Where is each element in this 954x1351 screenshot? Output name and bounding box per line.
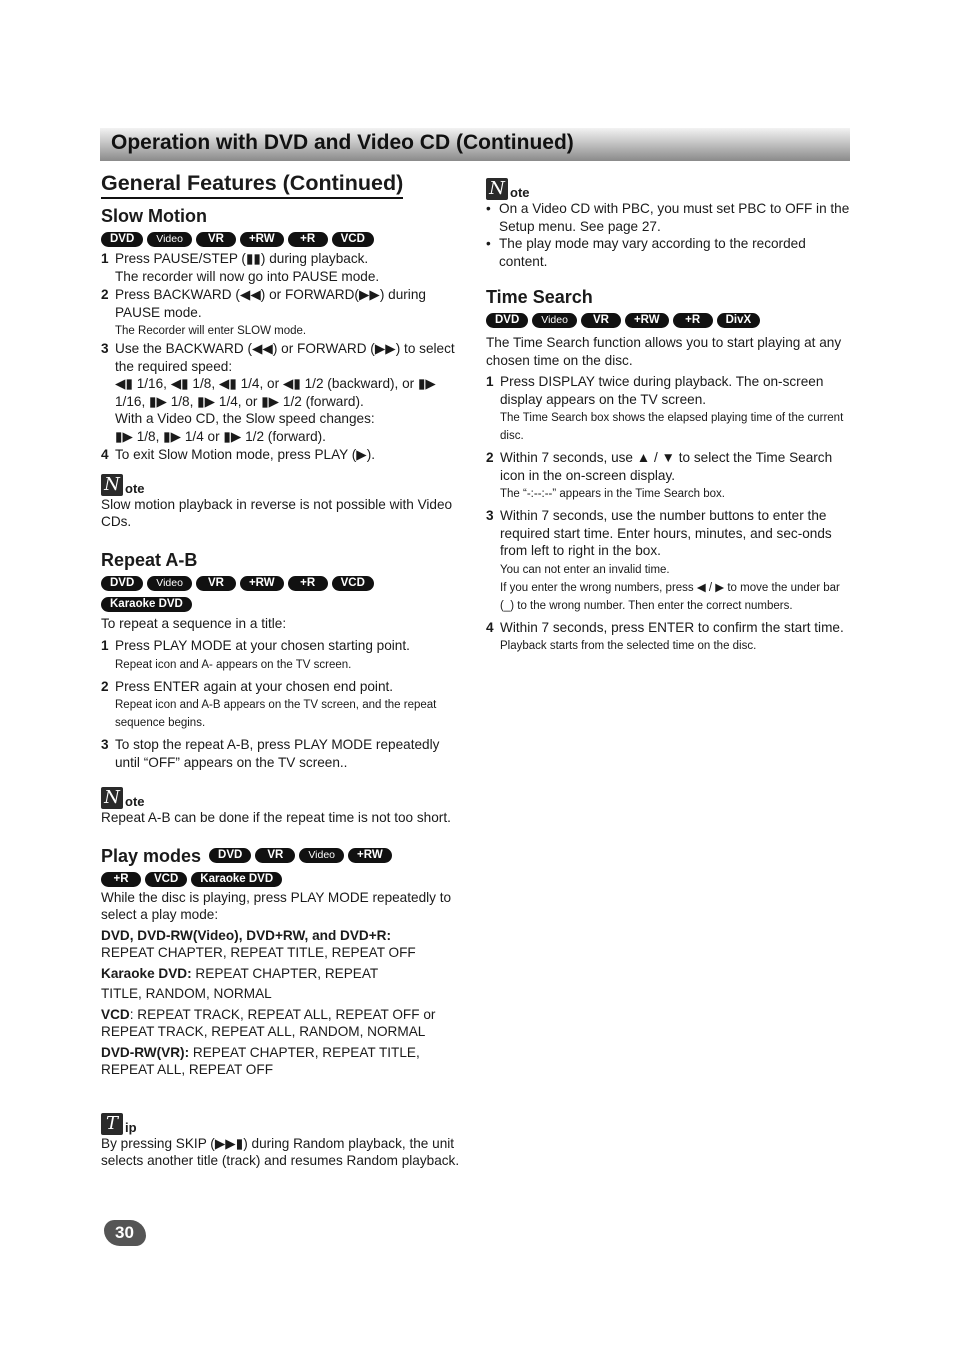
badge-karaoke-dvd: Karaoke DVD bbox=[101, 597, 192, 612]
repeat-step-3: 3 To stop the repeat A-B, press PLAY MODE repeatedly until “OFF” appears on the TV screen.. bbox=[101, 737, 440, 770]
note-bullet: • On a Video CD with PBC, you must set PBC to OFF in the Setup menu. See page 27. bbox=[486, 201, 850, 234]
note-icon: N bbox=[101, 474, 123, 496]
note-text: Repeat A-B can be done if the repeat time is not too short. bbox=[101, 810, 451, 826]
note-icon: N bbox=[101, 787, 123, 809]
badge-dvd: DVD bbox=[101, 232, 143, 247]
badge-vcd: VCD bbox=[332, 576, 374, 591]
time-step-3: 3 Within 7 seconds, use the number buttons to enter the required start time. Enter hours, minutes, and sec-onds from left to right in the box. You can not enter an invalid time. If you enter the wrong numbers, press ◀ / ▶ to move the under bar (_) to the wrong number. Then enter the correct numbers. bbox=[486, 508, 840, 612]
badge-vr: VR bbox=[255, 848, 295, 863]
mode-vcd: VCD: REPEAT TRACK, REPEAT ALL, REPEAT OFF or REPEAT TRACK, REPEAT ALL, RANDOM, NORMAL bbox=[101, 1006, 436, 1040]
badge-plus-rw: +RW bbox=[348, 848, 392, 863]
badge-plus-r: +R bbox=[288, 232, 328, 247]
repeat-ab-badges bbox=[101, 574, 465, 612]
left-column bbox=[101, 170, 465, 1170]
badge-vr: VR bbox=[581, 313, 621, 328]
note-heading: N ote bbox=[101, 787, 465, 809]
badge-plus-rw: +RW bbox=[625, 313, 669, 328]
repeat-step-1: 1 Press PLAY MODE at your chosen starting point. Repeat icon and A- appears on the TV screen. bbox=[101, 638, 410, 671]
page-number-badge bbox=[104, 1220, 146, 1246]
page-number: 30 bbox=[115, 1223, 134, 1242]
badge-video: Video bbox=[532, 313, 577, 328]
slow-step-3: 3 Use the BACKWARD (◀◀) or FORWARD (▶▶) to select the required speed: ◀▮ 1/16, ◀▮ 1/8, ◀▮ 1/4, or ◀▮ 1/2 (backward), or ▮▶ 1/16, ▮▶ 1/8, ▮▶ 1/4, or ▮▶ 1/2 (forward). With a Video CD, the Slow speed changes: ▮▶ 1/8, ▮▶ 1/4 or ▮▶ 1/2 (forward). bbox=[101, 341, 455, 444]
badge-video: Video bbox=[299, 848, 344, 863]
note-bullet: • The play mode may vary according to the recorded content. bbox=[486, 236, 806, 269]
tip-icon: T bbox=[101, 1113, 123, 1135]
slow-motion-badges bbox=[101, 230, 465, 249]
time-search-intro: The Time Search function allows you to start playing at any chosen time on the disc. bbox=[486, 335, 842, 368]
badge-vcd: VCD bbox=[332, 232, 374, 247]
play-modes-intro: While the disc is playing, press PLAY MODE repeatedly to select a play mode: bbox=[101, 889, 452, 923]
note-heading: N ote bbox=[101, 474, 465, 496]
badge-plus-r: +R bbox=[673, 313, 713, 328]
play-modes-title: Play modes bbox=[101, 845, 202, 866]
mode-dvd-rw-vr: DVD-RW(VR): REPEAT CHAPTER, REPEAT TITLE, REPEAT ALL, REPEAT OFF bbox=[101, 1044, 420, 1078]
tip-text: By pressing SKIP (▶▶▮) during Random playback, the unit selects another title (track) and resumes Random playback. bbox=[101, 1135, 460, 1169]
play-modes-badges bbox=[101, 870, 465, 889]
tip-heading: T ip bbox=[101, 1113, 465, 1135]
slow-motion-title: Slow Motion bbox=[101, 206, 207, 226]
badge-plus-r: +R bbox=[101, 872, 141, 887]
badge-video: Video bbox=[147, 232, 192, 247]
right-column bbox=[486, 178, 850, 654]
time-step-4: 4 Within 7 seconds, press ENTER to confirm the start time. Playback starts from the selected time on the disc. bbox=[486, 619, 844, 652]
repeat-intro: To repeat a sequence in a title: bbox=[101, 615, 287, 631]
time-search-title: Time Search bbox=[486, 287, 593, 307]
badge-dvd: DVD bbox=[486, 313, 528, 328]
badge-video: Video bbox=[147, 576, 192, 591]
note-icon: N bbox=[486, 178, 508, 200]
repeat-ab-title: Repeat A-B bbox=[101, 549, 198, 570]
play-modes-list bbox=[101, 889, 465, 1079]
badge-vr: VR bbox=[196, 576, 236, 591]
badge-vr: VR bbox=[196, 232, 236, 247]
header-banner bbox=[100, 128, 850, 161]
badge-plus-rw: +RW bbox=[240, 232, 284, 247]
badge-dvd: DVD bbox=[101, 576, 143, 591]
slow-step-4: 4 To exit Slow Motion mode, press PLAY (▶). bbox=[101, 447, 376, 462]
badge-plus-rw: +RW bbox=[240, 576, 284, 591]
badge-karaoke-dvd: Karaoke DVD bbox=[191, 872, 282, 887]
note-heading: N ote bbox=[486, 178, 850, 200]
play-modes-heading bbox=[101, 845, 465, 867]
time-step-2: 2 Within 7 seconds, use ▲ / ▼ to select the Time Search icon in the on-screen display. The “-:--:--” appears in the Time Search box. bbox=[486, 450, 833, 500]
mode-karaoke: Karaoke DVD: REPEAT CHAPTER, REPEAT bbox=[101, 965, 379, 981]
badge-vcd: VCD bbox=[145, 872, 187, 887]
slow-step-2: 2 Press BACKWARD (◀◀) or FORWARD(▶▶) during PAUSE mode. The Recorder will enter SLOW mode. bbox=[101, 287, 426, 337]
mode-dvd: DVD, DVD-RW(Video), DVD+RW, and DVD+R: REPEAT CHAPTER, REPEAT TITLE, REPEAT OFF bbox=[101, 927, 416, 961]
slow-step-1: 1 Press PAUSE/STEP (▮▮) during playback. The recorder will now go into PAUSE mode. bbox=[101, 251, 380, 284]
badge-divx: DivX bbox=[717, 313, 761, 328]
mode-karaoke-line2: TITLE, RANDOM, NORMAL bbox=[101, 986, 272, 1002]
time-search-badges bbox=[486, 311, 850, 330]
time-step-1: 1 Press DISPLAY twice during playback. The on-screen display appears on the TV screen. The Time Search box shows the elapsed playing time of the current disc. bbox=[486, 374, 844, 442]
page-title: Operation with DVD and Video CD (Continued) bbox=[111, 131, 574, 154]
badge-dvd: DVD bbox=[209, 848, 251, 863]
note-text: Slow motion playback in reverse is not possible with Video CDs. bbox=[101, 496, 453, 529]
section-title: General Features (Continued) bbox=[101, 170, 403, 199]
badge-plus-r: +R bbox=[288, 576, 328, 591]
repeat-step-2: 2 Press ENTER again at your chosen end point. Repeat icon and A-B appears on the TV screen, and the repeat sequence begins. bbox=[101, 678, 437, 730]
